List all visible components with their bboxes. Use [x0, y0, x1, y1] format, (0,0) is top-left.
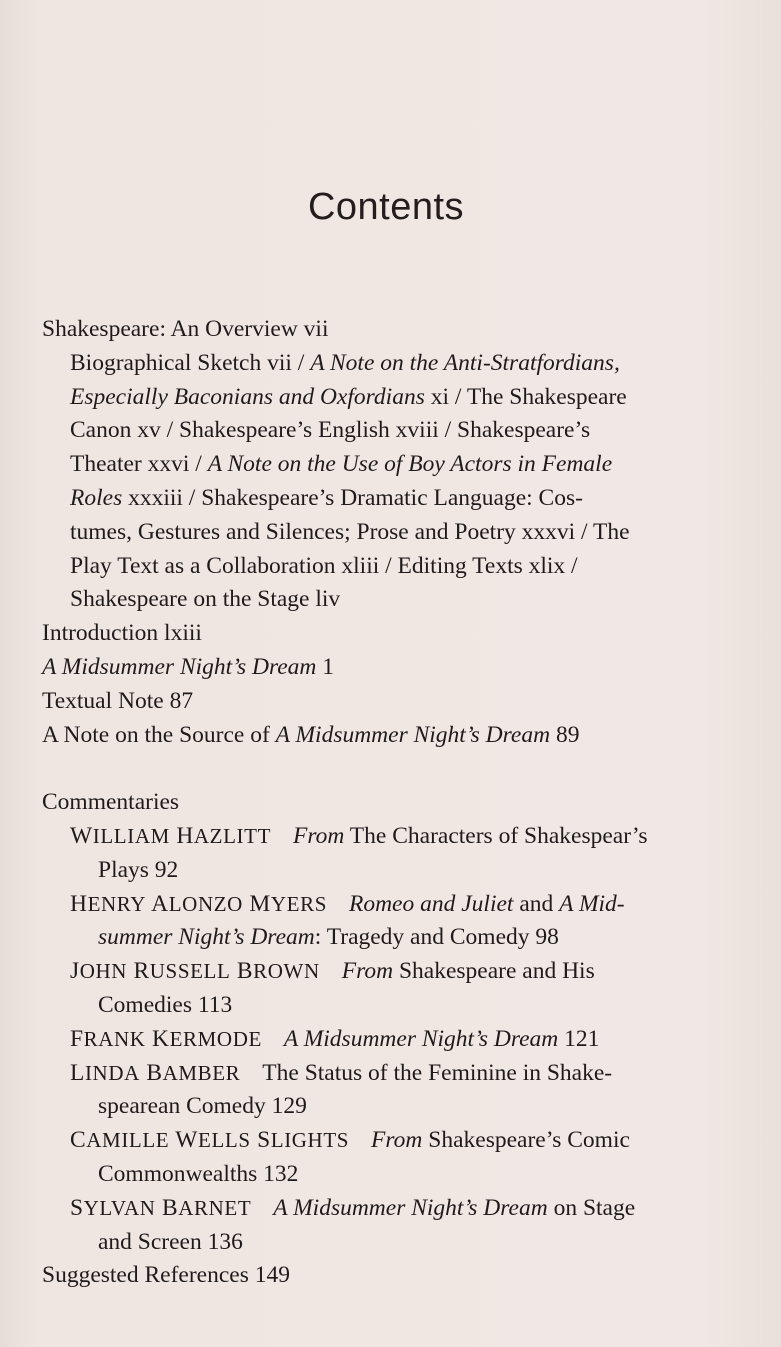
entry-text: The Status of the Feminine in Shake-: [262, 1059, 613, 1086]
overview-line: [42, 347, 732, 381]
commentary-author: [70, 1061, 240, 1085]
entry-text: Play Text as a Collaboration xliii / Editing Texts xlix /: [70, 552, 578, 579]
italic-title: A Midsummer Night’s Dream: [283, 1025, 559, 1052]
commentary-author: [70, 892, 327, 916]
overview-line-text: [70, 516, 630, 550]
overview-line: [42, 414, 732, 448]
author-name-part: ROWN: [253, 959, 320, 984]
entry-text: Plays 92: [98, 856, 179, 883]
commentary-entry-continuation: [42, 1158, 732, 1192]
author-name-part: C: [70, 1127, 87, 1154]
author-name-part: W: [169, 1127, 199, 1154]
author-name-part: F: [70, 1025, 84, 1052]
commentary-entry-text: [70, 955, 595, 989]
author-name-part: YERS: [270, 891, 327, 916]
author-name-part: RANK: [83, 1026, 146, 1051]
entry-text: Comedies 113: [98, 991, 233, 1018]
commentary-entry-text: [70, 820, 648, 854]
commentary-entry: [42, 820, 732, 854]
toc-entry-source-note: [42, 719, 732, 753]
commentary-author: [70, 824, 271, 848]
overview-line-text: [70, 414, 590, 448]
author-name-part: B: [139, 1059, 163, 1086]
commentary-entry: [42, 1124, 732, 1158]
table-of-contents: [42, 313, 732, 1293]
overview-line: [42, 448, 732, 482]
italic-title: Especially Baconians and Oxfordians: [70, 383, 425, 410]
overview-subentries: [42, 347, 732, 617]
author-name-part: YLVAN: [83, 1195, 156, 1220]
entry-text: Canon xv / Shakespeare’s English xviii / Shakespeare’s: [70, 417, 591, 444]
entry-text: and Screen 136: [98, 1228, 243, 1255]
author-name-part: ERMODE: [169, 1026, 262, 1051]
author-name-part: ELLS: [198, 1128, 251, 1153]
section-gap: [42, 752, 732, 786]
entry-text: on Stage: [547, 1194, 636, 1221]
overview-line-text: [70, 482, 583, 516]
italic-title: summer Night’s Dream: [98, 924, 315, 951]
source-note-page: 89: [550, 721, 580, 748]
overview-line: [42, 482, 732, 516]
commentary-entry-text: [70, 1026, 599, 1052]
italic-title: A Note on the Use of Boy Actors in Female: [207, 451, 613, 478]
overview-line: [42, 550, 732, 584]
italic-title: A Mid-: [559, 890, 625, 917]
author-name-part: LONZO: [168, 891, 243, 916]
play-title: A Midsummer Night’s Dream: [42, 653, 317, 680]
author-name-part: S: [70, 1194, 84, 1221]
entry-text: 121: [558, 1025, 600, 1052]
entry-text: Commonwealths 132: [98, 1160, 299, 1187]
author-name-part: ILLIAM: [92, 823, 170, 848]
commentary-author: [70, 1196, 251, 1220]
toc-entry-introduction: Introduction lxiii: [42, 620, 202, 647]
commentary-entry-text: [70, 1124, 630, 1158]
italic-title: Roles: [70, 484, 123, 511]
play-page: 1: [316, 653, 335, 680]
author-name-part: OHN: [79, 959, 128, 984]
commentary-entry-continuation: [42, 854, 732, 888]
author-name-part: USSELL: [149, 959, 231, 984]
entry-text: xi / The Shakespeare: [424, 383, 627, 410]
commentary-entry-continuation: [42, 1226, 732, 1260]
entry-text: Shakespeare on the Stage liv: [70, 586, 341, 613]
overview-line: [42, 583, 732, 617]
author-name-part: L: [70, 1059, 85, 1086]
commentary-entry-continuation: [42, 989, 732, 1023]
author-name-part: INDA: [84, 1060, 140, 1085]
author-name-part: AMBER: [162, 1060, 241, 1085]
entry-text: tumes, Gestures and Silences; Prose and Poetry xxxvi / The: [70, 518, 630, 545]
italic-title: From: [341, 958, 394, 985]
entry-text: Theater xxvi /: [70, 451, 208, 478]
entry-text: Biographical Sketch vii /: [70, 349, 311, 376]
author-name-part: AZLITT: [193, 823, 271, 848]
toc-entry-overview: Shakespeare: An Overview vii: [42, 316, 329, 342]
entry-text: spearean Comedy 129: [98, 1093, 307, 1120]
italic-title: A Midsummer Night’s Dream: [273, 1194, 548, 1221]
overview-line: [42, 381, 732, 415]
toc-entry-references: Suggested References 149: [42, 1262, 290, 1289]
author-name-part: K: [145, 1025, 170, 1052]
commentary-entry-text: [70, 1057, 612, 1091]
author-name-part: AMILLE: [86, 1128, 170, 1153]
author-name-part: J: [70, 958, 80, 985]
commentaries-heading: Commentaries: [42, 789, 180, 816]
toc-entry-textual-note: Textual Note 87: [42, 687, 194, 714]
overview-line-text: [70, 550, 578, 584]
entry-text: Shakespeare and His: [393, 958, 595, 985]
entry-text: and: [513, 890, 560, 917]
commentary-entry: [42, 1023, 732, 1057]
italic-title: A Note on the Anti-Stratfordians,: [310, 349, 620, 376]
commentary-author: [70, 1027, 262, 1051]
entry-text: : Tragedy and Comedy 98: [314, 924, 559, 951]
italic-title: From: [293, 822, 345, 849]
author-name-part: B: [155, 1194, 179, 1221]
overview-line-text: [70, 586, 340, 612]
page-title: Contents: [307, 186, 465, 228]
commentaries-list: [42, 820, 732, 1259]
source-note-text: A Note on the Source of: [42, 721, 276, 748]
author-name-part: W: [70, 822, 93, 849]
commentary-entry-continuation: [42, 921, 732, 955]
toc-entry-play: [42, 651, 732, 685]
commentary-author: [70, 959, 320, 983]
overview-line-text: [70, 347, 620, 381]
commentary-author: [70, 1128, 349, 1152]
commentary-entry: [42, 955, 732, 989]
author-name-part: LIGHTS: [270, 1128, 350, 1153]
author-name-part: S: [250, 1127, 271, 1154]
author-name-part: M: [242, 890, 271, 917]
author-name-part: B: [230, 958, 254, 985]
commentary-entry-text: [70, 1192, 635, 1226]
commentary-entry: [42, 1192, 732, 1226]
commentary-entry-continuation: [42, 1090, 732, 1124]
italic-title: From: [371, 1127, 423, 1154]
overview-line: [42, 516, 732, 550]
entry-text: xxxiii / Shakespeare’s Dramatic Language: Cos-: [122, 484, 583, 511]
author-name-part: R: [127, 958, 150, 985]
overview-line-text: [70, 448, 612, 482]
commentary-entry: [42, 888, 732, 922]
author-name-part: ENRY: [87, 891, 146, 916]
author-name-part: ARNET: [178, 1195, 252, 1220]
author-name-part: H: [70, 890, 88, 917]
author-name-part: A: [146, 890, 169, 917]
overview-line-text: [70, 381, 627, 415]
commentary-entry: [42, 1057, 732, 1091]
entry-text: Shakespeare’s Comic: [422, 1127, 630, 1154]
source-note-title: A Midsummer Night’s Dream: [275, 721, 551, 748]
entry-text: The Characters of Shakespear’s: [344, 822, 648, 849]
commentary-entry-text: [70, 888, 625, 922]
author-name-part: H: [169, 822, 194, 849]
italic-title: Romeo and Juliet: [348, 890, 514, 917]
